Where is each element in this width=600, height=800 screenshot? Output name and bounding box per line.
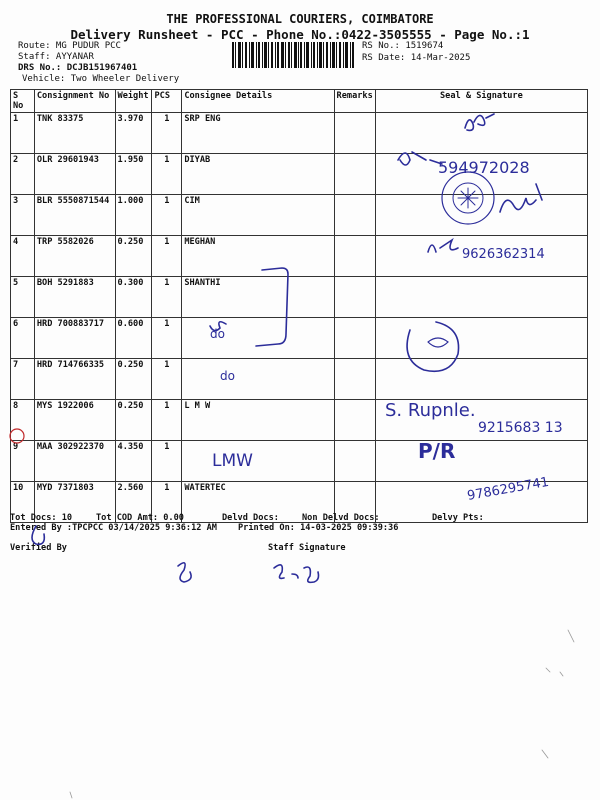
cell-sno: 5: [11, 277, 35, 318]
staff-signature-label: Staff Signature: [268, 543, 346, 553]
cell-remarks: [334, 113, 375, 154]
table-row: [11, 113, 588, 154]
cell-weight: 0.300: [115, 277, 152, 318]
handwritten-phone-row10: 9786295741: [466, 474, 551, 504]
delivered-docs: Delvd Docs:: [222, 513, 279, 523]
drs-number: DRS No.: DCJB151967401: [18, 63, 138, 73]
cell-consignment: HRD 700883717: [34, 318, 115, 359]
cell-sno: 10: [11, 482, 35, 523]
cell-signature: [375, 236, 587, 277]
total-docs: Tot Docs: 10: [10, 513, 73, 523]
col-consignee: Consignee Details: [182, 90, 334, 113]
cell-remarks: [334, 195, 375, 236]
runsheet-subtitle: Delivery Runsheet - PCC - Phone No.:0422-3505555 - Page No.:1: [70, 27, 530, 42]
col-sno: S No: [11, 90, 35, 113]
cell-remarks: [334, 400, 375, 441]
cell-sno: 6: [11, 318, 35, 359]
rs-date: RS Date: 14-Mar-2025: [362, 53, 471, 63]
staff-label: Staff: AYYANAR: [18, 52, 94, 62]
cell-weight: 3.970: [115, 113, 152, 154]
cell-remarks: [334, 277, 375, 318]
non-delivered-docs: Non Delvd Docs:: [302, 513, 380, 523]
cell-consignment: BOH 5291883: [34, 277, 115, 318]
delivery-points: Delvy Pts:: [432, 513, 484, 523]
handwritten-signature-row8: S. Rupnle.: [385, 400, 476, 421]
cell-consignment: OLR 29601943: [34, 154, 115, 195]
cell-pcs: 1: [152, 236, 182, 277]
cell-consignee: WATERTEC: [182, 482, 334, 523]
table-row: [11, 318, 588, 359]
cell-consignment: MAA 302922370: [34, 441, 115, 482]
cell-signature: [375, 359, 587, 400]
cell-weight: 0.600: [115, 318, 152, 359]
handwritten-lmw-row9: LMW: [212, 451, 253, 471]
cell-signature: [375, 154, 587, 195]
cell-consignment: TRP 5582026: [34, 236, 115, 277]
col-weight: Weight: [115, 90, 152, 113]
col-pcs: PCS: [152, 90, 182, 113]
handwritten-ditto-row7: do: [220, 369, 235, 383]
cell-pcs: 1: [152, 359, 182, 400]
cell-consignee: CIM: [182, 195, 334, 236]
cell-remarks: [334, 441, 375, 482]
handwritten-pr-row9: P/R: [418, 439, 456, 463]
cell-remarks: [334, 154, 375, 195]
cell-weight: 0.250: [115, 400, 152, 441]
table-row: [11, 277, 588, 318]
cell-remarks: [334, 359, 375, 400]
cell-signature: [375, 113, 587, 154]
company-title: THE PROFESSIONAL COURIERS, COIMBATORE: [166, 12, 434, 26]
cell-consignee: [182, 318, 334, 359]
cell-consignee: SRP ENG: [182, 113, 334, 154]
cell-consignee: L M W: [182, 400, 334, 441]
cell-sno: 9: [11, 441, 35, 482]
cell-remarks: [334, 318, 375, 359]
cell-weight: 4.350: [115, 441, 152, 482]
cell-consignment: MYD 7371803: [34, 482, 115, 523]
cell-weight: 0.250: [115, 236, 152, 277]
cell-pcs: 1: [152, 400, 182, 441]
cell-remarks: [334, 236, 375, 277]
cell-signature: [375, 441, 587, 482]
cell-consignment: HRD 714766335: [34, 359, 115, 400]
handwritten-phone-row2: 594972028: [438, 158, 530, 177]
cell-pcs: 1: [152, 154, 182, 195]
cell-signature: [375, 277, 587, 318]
cell-pcs: 1: [152, 441, 182, 482]
cell-weight: 1.000: [115, 195, 152, 236]
cell-sno: 4: [11, 236, 35, 277]
table-row: [11, 400, 588, 441]
staff-signature: [274, 565, 319, 583]
handwritten-phone-row8: 9215683 13: [478, 420, 563, 436]
table-row: [11, 154, 588, 195]
table-header-row: [11, 90, 588, 113]
cell-pcs: 1: [152, 318, 182, 359]
table-row: [11, 195, 588, 236]
cell-pcs: 1: [152, 482, 182, 523]
rs-number: RS No.: 1519674: [362, 41, 444, 51]
handwritten-phone-row4: 9626362314: [462, 247, 545, 262]
col-remarks: Remarks: [334, 90, 375, 113]
barcode-image: [232, 42, 354, 68]
verified-signature: [178, 563, 191, 582]
cell-consignment: BLR 5550871544: [34, 195, 115, 236]
cell-sno: 3: [11, 195, 35, 236]
handwritten-ditto-row6: do: [210, 327, 225, 341]
cell-consignee: DIYAB: [182, 154, 334, 195]
cell-consignee: [182, 441, 334, 482]
runsheet-table: [10, 89, 588, 523]
cell-pcs: 1: [152, 195, 182, 236]
vehicle-label: Vehicle: Two Wheeler Delivery: [22, 74, 180, 84]
cell-sno: 8: [11, 400, 35, 441]
cell-consignment: MYS 1922006: [34, 400, 115, 441]
col-consignment: Consignment No: [34, 90, 115, 113]
cell-sno: 1: [11, 113, 35, 154]
route-label: Route: MG PUDUR PCC: [18, 41, 121, 51]
table-row: [11, 236, 588, 277]
cell-consignee: [182, 359, 334, 400]
cell-consignee: MEGHAN: [182, 236, 334, 277]
total-cod-amount: Tot COD Amt: 0.00: [96, 513, 184, 523]
cell-consignment: TNK 83375: [34, 113, 115, 154]
cell-signature: [375, 195, 587, 236]
cell-weight: 2.560: [115, 482, 152, 523]
entered-by: Entered By :TPCPCC 03/14/2025 9:36:12 AM: [10, 523, 217, 533]
printed-on: Printed On: 14-03-2025 09:39:36: [238, 523, 399, 533]
cell-signature: [375, 400, 587, 441]
table-row: [11, 359, 588, 400]
table-row: [11, 441, 588, 482]
cell-signature: [375, 318, 587, 359]
verified-by-label: Verified By: [10, 543, 67, 553]
cell-consignee: SHANTHI: [182, 277, 334, 318]
cell-pcs: 1: [152, 113, 182, 154]
cell-weight: 1.950: [115, 154, 152, 195]
cell-sno: 7: [11, 359, 35, 400]
cell-pcs: 1: [152, 277, 182, 318]
col-seal-signature: Seal & Signature: [375, 90, 587, 113]
cell-sno: 2: [11, 154, 35, 195]
cell-weight: 0.250: [115, 359, 152, 400]
